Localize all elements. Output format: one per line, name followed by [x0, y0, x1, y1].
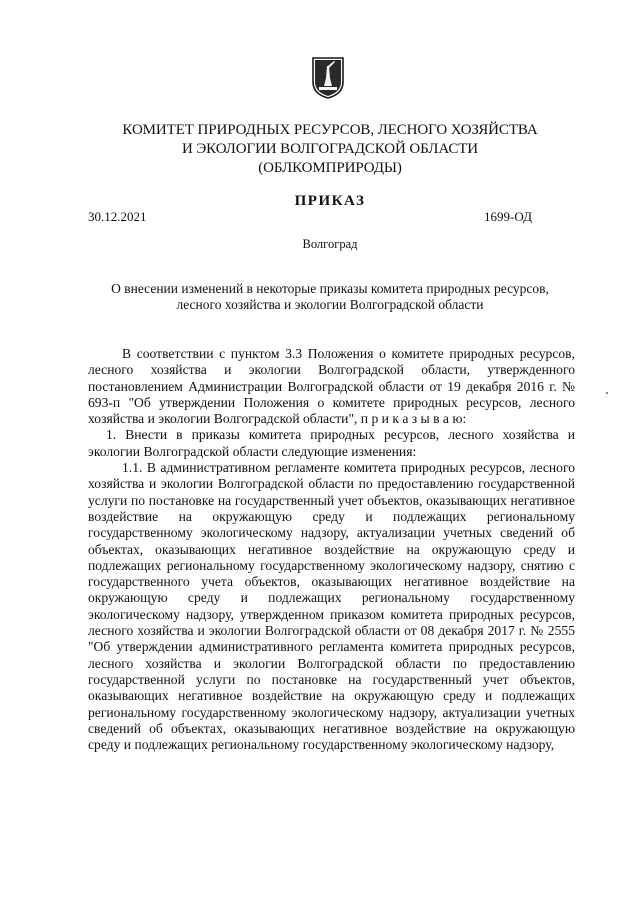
document-number: 1699-ОД: [484, 209, 532, 224]
document-city: Волгоград: [302, 237, 358, 251]
document-date: 30.12.2021: [88, 209, 147, 224]
document-subject-line-1: О внесении изменений в некоторые приказы комитета природных ресурсов,: [111, 281, 549, 296]
organization-short-name: (ОБЛКОМПРИРОДЫ): [258, 160, 402, 176]
item-1-paragraph: 1. Внести в приказы комитета природных ресурсов, лесного хозяйства и экологии Волгоградской области следующие изменения:: [88, 427, 575, 459]
organization-name-line-1: КОМИТЕТ ПРИРОДНЫХ РЕСУРСОВ, ЛЕСНОГО ХОЗЯЙСТВА: [122, 122, 538, 138]
document-subject-line-2: лесного хозяйства и экологии Волгоградской области: [176, 297, 484, 312]
volgograd-emblem-icon: [310, 56, 346, 100]
organization-name-line-2: И ЭКОЛОГИИ ВОЛГОГРАДСКОЙ ОБЛАСТИ: [181, 141, 479, 157]
preamble-paragraph: В соответствии с пунктом 3.3 Положения о комитете природных ресурсов, лесного хозяйства и экологии Волгоградской области, утвержденного постановлением Администрации Волгоградской области от 19 декабря 2016 г. № 693-п "Об утверждении Положения о комитете природных ресурсов, лесного хозяйства и экологии Волгоградской области", п р и к а з ы в а ю:: [88, 346, 575, 427]
item-1-1-paragraph: 1.1. В административном регламенте комитета природных ресурсов, лесного хозяйства и экологии Волгоградской области по предоставлению государственной услуги по постановке на государственный учет объектов, оказывающих негативное воздействие на окружающую среду и подлежащих региональному государственному экологическому надзору, актуализации учетных сведений об объектах, оказывающих негативное воздействие на окружающую среду и подлежащих региональному государственному экологическому надзору, снятию с государственного учета объектов, оказывающих негативное воздействие на окружающую среду и подлежащих региональному государственному экологическому надзору, утвержденном приказом комитета природных ресурсов, лесного хозяйства и экологии Волгоградской области от 08 декабря 2017 г. № 2555 "Об утверждении административного регламента комитета природных ресурсов, лесного хозяйства и экологии Волгоградской области по предоставлению государственной услуги по постановке на государственный учет объектов, оказывающих негативное воздействие на окружающую среду и подлежащих региональному государственному экологическому надзору, актуализации учетных сведений об объектах, оказывающих негативное воздействие на окружающую среду и подлежащих региональному государственному экологическому надзору,: [88, 460, 575, 753]
document-body: [88, 346, 575, 753]
document-type-title: ПРИКАЗ: [294, 193, 366, 209]
scan-speck: [606, 392, 608, 394]
